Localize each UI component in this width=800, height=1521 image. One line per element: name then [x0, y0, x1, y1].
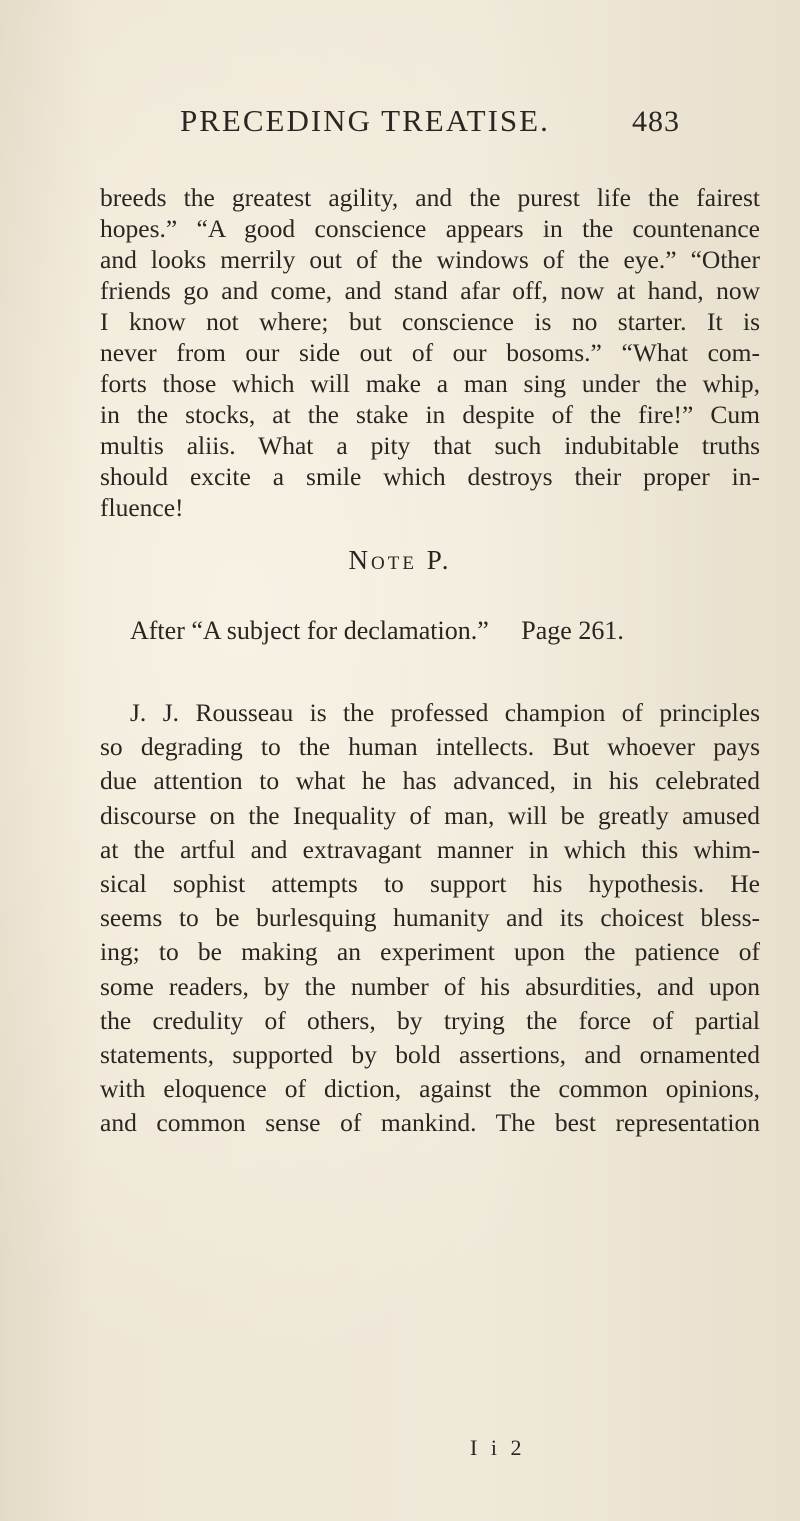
text-line: J. J. Rousseau is the professed champion of principles — [130, 698, 760, 727]
note-page-reference: Page 261. — [521, 616, 624, 645]
text-line: never from our side out of our bosoms.” “What com- — [100, 338, 760, 367]
continued-paragraph — [100, 182, 760, 523]
running-title: PRECEDING TREATISE. — [180, 103, 550, 138]
text-line: sical sophist attempts to support his hypothesis. He — [100, 868, 760, 898]
text-line: statements, supported by bold assertions, and ornamented — [100, 1039, 760, 1069]
note-reference — [130, 616, 624, 646]
note-heading: Note P. — [348, 545, 452, 575]
text-line: so degrading to the human intellects. But whoever pays — [100, 732, 760, 762]
text-line: ing; to be making an experiment upon the patience of — [100, 937, 760, 967]
text-line: forts those which will make a man sing under the whip, — [100, 369, 760, 398]
text-line: fluence! — [100, 493, 184, 522]
text-line: and common sense of mankind. The best representation — [100, 1108, 760, 1138]
note-reference-quote: After “A subject for declamation.” — [130, 616, 489, 645]
running-head — [180, 103, 680, 143]
text-line: discourse on the Inequality of man, will be greatly amused — [100, 800, 760, 830]
text-line: I know not where; but conscience is no starter. It is — [100, 307, 760, 336]
text-line: the credulity of others, by trying the force of partial — [100, 1005, 760, 1035]
text-line: friends go and come, and stand afar off, now at hand, now — [100, 276, 760, 305]
text-line: and looks merrily out of the windows of the eye.” “Other — [100, 245, 760, 274]
text-line: due attention to what he has advanced, in his celebrated — [100, 766, 760, 796]
text-line: at the artful and extravagant manner in which this whim- — [100, 834, 760, 864]
text-line: with eloquence of diction, against the common opinions, — [100, 1074, 760, 1104]
text-line: seems to be burlesquing humanity and its choicest bless- — [100, 903, 760, 933]
text-line: breeds the greatest agility, and the purest life the fairest — [100, 183, 760, 212]
note-paragraph — [100, 696, 760, 1140]
text-line: in the stocks, at the stake in despite of the fire!” Cum — [100, 400, 760, 429]
text-line: some readers, by the number of his absurdities, and upon — [100, 971, 760, 1001]
text-line: multis aliis. What a pity that such indubitable truths — [100, 431, 760, 460]
page-number: 483 — [632, 105, 680, 138]
text-line: hopes.” “A good conscience appears in the countenance — [100, 214, 760, 243]
text-line: should excite a smile which destroys their proper in- — [100, 462, 760, 491]
signature-mark: I i 2 — [470, 1435, 526, 1460]
